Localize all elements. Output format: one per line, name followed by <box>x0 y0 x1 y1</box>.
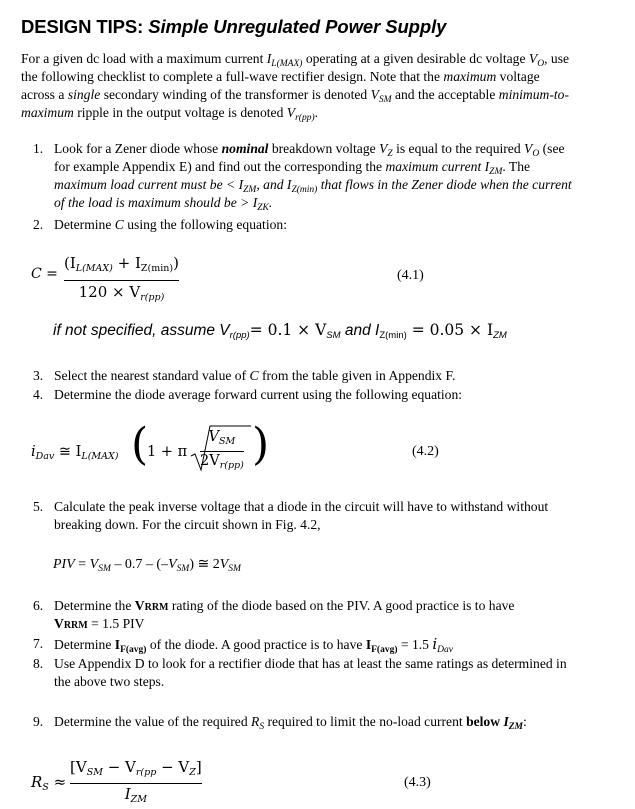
eq-4-2-fraction <box>200 428 244 475</box>
step-1-line-4: of the load is maximum should be > $I_{ZK}$. <box>54 195 273 213</box>
eq-4-2-one-plus-pi: 1 + π <box>147 444 188 460</box>
eq-4-3-fraction <box>70 758 202 809</box>
step-7-text: Determine $I_{F(avg)}$ of the diode. A good practice is to have $I_{F(avg)} = 1.5$ $i_{Dav}$ <box>54 635 453 655</box>
step-1-line-1: Look for a Zener diode whose nominal breakdown voltage $V_Z$ is equal to the required $V_O$ (see <box>54 141 565 159</box>
step-8-line-1: Use Appendix D to look for a rectifier diode that has at least the same ratings as determined in <box>54 656 567 671</box>
eq-4-2-label: (4.2) <box>412 444 439 459</box>
piv-equation: PIV = $V_{SM} - 0.7 - (-V_{SM})$ ≅ $2V_{SM}$ <box>53 557 241 574</box>
step-5-line-2: breaking down. For the circuit shown in Fig. 4.2, <box>54 517 321 532</box>
eq-4-1-fraction <box>64 254 179 307</box>
eq-4-1-denominator: $120 \times V_{r(pp)}$ <box>78 283 165 303</box>
step-4-number: 4. <box>33 387 44 402</box>
eq-4-2-right-paren: ) <box>252 419 270 470</box>
eq-4-3-numerator: $[V_{SM} - V_{r(pp} - V_Z]$ <box>70 758 202 778</box>
assumption-note: if not specified, assume $V_{r(pp)}= 0.1 \times V_{SM}$ and $I_{Z(min)} = 0.05 \times I_{ZM}$ <box>53 321 507 341</box>
step-1-number: 1. <box>33 141 44 156</box>
eq-4-3-denominator: $I_{ZM}$ <box>124 785 147 805</box>
title-main: Simple Unregulated Power Supply <box>148 16 447 37</box>
title-prefix: DESIGN TIPS: <box>21 16 144 37</box>
step-1-line-3: maximum load current must be < $I_{ZM}$, and $I_{Z(min)}$ that flows in the Zener diode when the current <box>54 177 572 195</box>
intro-line-3: across a single secondary winding of the transformer is denoted $V_{SM}$ and the acceptable minimum-to- <box>21 87 569 105</box>
intro-line-1: For a given dc load with a maximum current $I_{L(MAX)}$ operating at a given desirable dc voltage $V_O$, use <box>21 51 570 69</box>
step-7-number: 7. <box>33 636 44 651</box>
eq-4-2-left-paren: ( <box>131 419 149 470</box>
page-title <box>21 16 446 38</box>
step-2-number: 2. <box>33 217 44 232</box>
step-5-number: 5. <box>33 499 44 514</box>
eq-4-3-lhs: $R_S$ ≈ <box>31 773 67 793</box>
eq-4-1-lhs: C = <box>31 266 58 282</box>
step-2-text: Determine C using the following equation: <box>54 217 287 232</box>
intro-line-2: the following checklist to complete a full-wave rectifier design. Note that the maximum voltage <box>21 69 540 84</box>
eq-4-1-label: (4.1) <box>397 268 424 283</box>
step-3-text: Select the nearest standard value of C from the table given in Appendix F. <box>54 368 456 383</box>
step-6-line-2: VRRM = 1.5 PIV <box>54 616 145 631</box>
eq-4-2-denominator: $2V_{r(pp)}$ <box>200 453 244 471</box>
step-5-line-1: Calculate the peak inverse voltage that a diode in the circuit will have to withstand without <box>54 499 549 514</box>
step-8-line-2: the above two steps. <box>54 674 165 689</box>
step-1-line-2: for example Appendix E) and find out the corresponding the maximum current $I_{ZM}$. The <box>54 159 531 177</box>
step-9-text: Determine the value of the required $R_S$ required to limit the no-load current below $I_{ZM}$: <box>54 714 527 732</box>
eq-4-3-label: (4.3) <box>404 775 431 790</box>
step-6-number: 6. <box>33 598 44 613</box>
step-8-number: 8. <box>33 656 44 671</box>
eq-4-2-numerator: $V_{SM}$ <box>208 429 236 447</box>
eq-4-1-numerator: $(I_{L(MAX)} + I_{Z(min)})$ <box>64 254 179 274</box>
step-9-number: 9. <box>33 714 44 729</box>
step-3-number: 3. <box>33 368 44 383</box>
step-6-line-1: Determine the VRRM rating of the diode based on the PIV. A good practice is to have <box>54 598 515 613</box>
eq-4-2-lhs: $i_{Dav}$ ≅ $I_{L(MAX)}$ <box>31 444 119 462</box>
step-4-text: Determine the diode average forward current using the following equation: <box>54 387 463 402</box>
intro-line-4: maximum ripple in the output voltage is denoted $V_{r(pp)}$. <box>21 105 319 123</box>
